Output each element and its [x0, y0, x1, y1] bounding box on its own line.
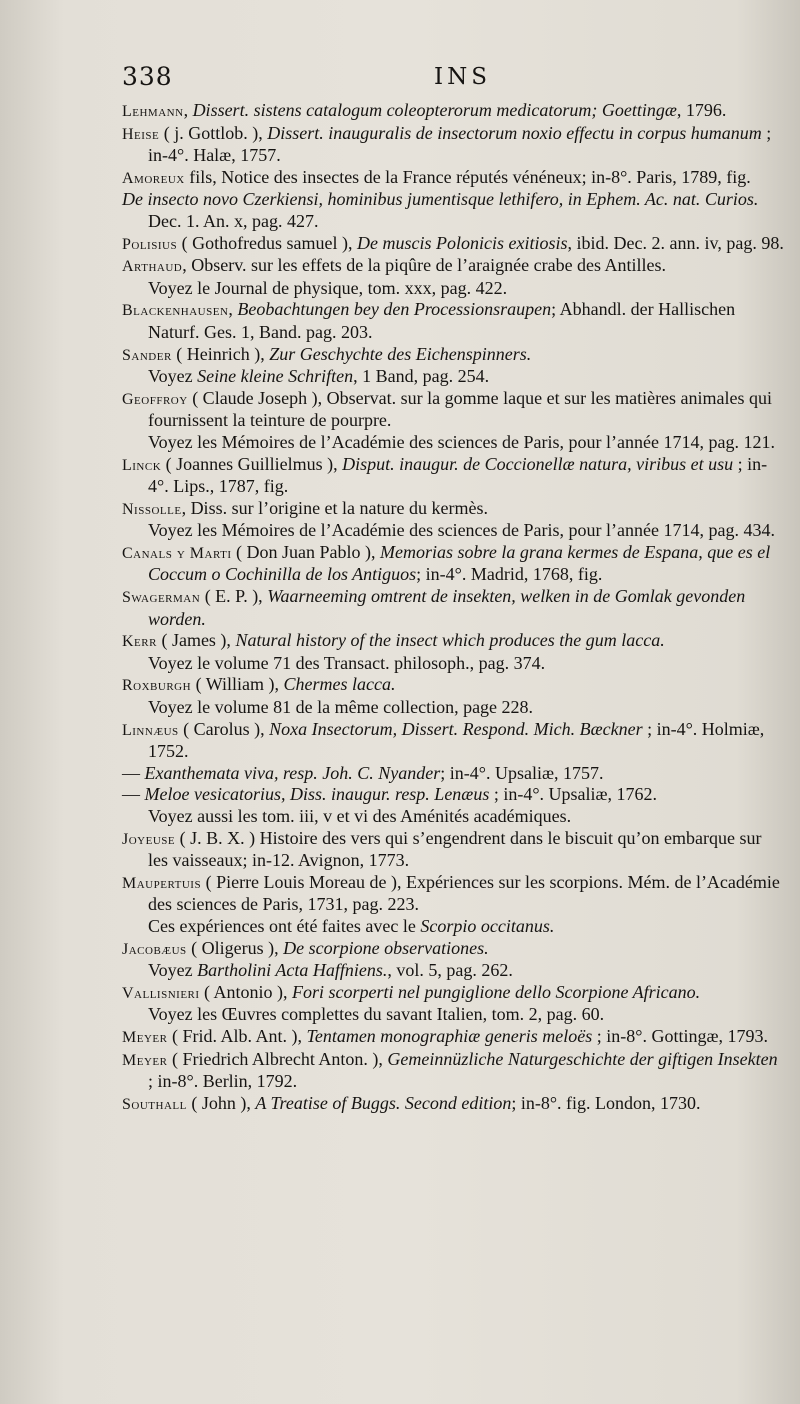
entry-author: Arthaud [122, 258, 183, 276]
entry-text: ( Oligerus ), [186, 937, 284, 958]
page-header [122, 62, 760, 98]
entry-details: , vol. 5, pag. 262. [387, 960, 513, 981]
entry-author: Swagerman [122, 589, 201, 607]
entry-author: Meyer [122, 1051, 168, 1069]
entry-author: Nissolle [122, 500, 182, 518]
bibliography-entry [122, 255, 784, 278]
entry-text: Ces expériences ont été faites avec le [148, 915, 421, 936]
bibliography-entry [122, 1093, 784, 1116]
bibliography-entry [122, 674, 784, 697]
cross-reference-line [122, 697, 784, 719]
cross-reference-line [122, 960, 784, 982]
entry-text: , [183, 100, 193, 120]
entry-details: Voyez le volume 71 des Transact. philosoph., pag. 374. [148, 652, 546, 673]
entry-author: Joyeuse [122, 830, 176, 848]
entry-text: ( J. B. X. ) Histoire des vers qui s’engendrent dans le biscuit qu’on embarque sur les vaisseaux; in-12. Avignon, 1773. [148, 827, 762, 871]
entry-text: fils, Notice des insectes de la France réputés vénéneux; in-8°. Paris, 1789, fig. [184, 166, 751, 187]
bibliography-entry [122, 630, 784, 653]
entry-details: , 1 Band, pag. 254. [353, 366, 490, 387]
entry-title: Waarneeming omtrent de insekten, welken in de Gomlak gevonden worden. [148, 586, 746, 629]
entry-author: Kerr [122, 633, 157, 651]
entry-details: , 1796. [676, 100, 727, 120]
entry-text: ( John ), [186, 1092, 256, 1113]
entry-author: Southall [122, 1095, 187, 1113]
entry-text: Voyez [148, 960, 198, 981]
entry-title: De insecto novo Czerkiensi, hominibus jumentisque lethifero, in Ephem. Ac. nat. Curios. [122, 189, 759, 210]
entry-title: Chermes lacca. [283, 674, 396, 695]
entry-details: ; in-4°. Upsaliæ, 1762. [489, 784, 658, 805]
entry-title: Seine kleine Schriften [197, 366, 354, 387]
entry-text: ( Heinrich ), [171, 343, 270, 364]
entry-title: Fori scorperti nel pungiglione dello Scorpione Africano. [292, 981, 701, 1002]
entry-title: Natural history of the insect which produces the gum lacca. [235, 630, 665, 651]
entry-title: Beobachtungen bey den Processionsraupen [237, 299, 552, 320]
entry-title: Memorias sobre la grana kermes de Espana, que es el Coccum o Cochinilla de los Antiguos [148, 541, 771, 585]
bibliography-entry [122, 299, 784, 343]
entry-title: Disput. inaugur. de Coccionellæ natura, viribus et usu [342, 453, 734, 474]
bibliography-entry [122, 828, 784, 872]
entry-text: Voyez [148, 366, 198, 387]
entry-details: Voyez aussi les tom. iii, v et vi des Aménités académiques. [148, 806, 572, 826]
entry-author: Lehmann [122, 103, 184, 120]
cross-reference-line [122, 653, 784, 675]
entry-details: Voyez les Mémoires de l’Académie des sciences de Paris, pour l’année 1714, pag. 434. [148, 520, 775, 541]
entry-title: Exanthemata viva, resp. Joh. C. Nyander [144, 762, 441, 783]
entry-author: Geoffroy [122, 390, 188, 408]
bibliography-entry [122, 167, 784, 190]
entry-text: ( j. Gottlob. ), [159, 122, 268, 143]
entry-title: De muscis Polonicis exitiosis [357, 232, 568, 253]
bibliography-entry [122, 100, 784, 123]
entry-details: ; in-8°. Berlin, 1792. [148, 1071, 298, 1092]
entry-details: ; in-8°. Gottingæ, 1793. [592, 1025, 768, 1046]
entry-title: Scorpio occitanus. [420, 915, 555, 936]
entry-title: Meloe vesicatorius, Diss. inaugur. resp. Lenæus [144, 784, 490, 805]
entry-author: Vallisnieri [122, 984, 200, 1002]
entry-text: ( Frid. Alb. Ant. ), [167, 1025, 307, 1046]
bibliography-entry [122, 454, 784, 498]
bibliography-entry [122, 982, 784, 1005]
entry-details: Voyez le Journal de physique, tom. xxx, pag. 422. [148, 277, 508, 298]
entry-text: ( Friedrich Albrecht Anton. ), [167, 1048, 388, 1069]
bibliography-entry [122, 344, 784, 367]
entry-text: , Diss. sur l’origine et la nature du kermès. [181, 497, 488, 518]
entry-text: ( E. P. ), [200, 586, 268, 607]
entry-text: , Observ. sur les effets de la piqûre de l’araignée crabe des Antilles. [182, 255, 667, 276]
entry-text: ( William ), [191, 674, 284, 695]
cross-reference-line [122, 366, 784, 388]
cross-reference-line [122, 1004, 784, 1026]
entry-text: — [122, 784, 145, 805]
entry-text: ( Pierre Louis Moreau de ), Expériences sur les scorpions. Mém. de l’Académie des sciences de Paris, 1731, pag. 223. [148, 871, 780, 915]
bibliography-entry [122, 123, 784, 167]
entry-title: De scorpione observationes. [283, 937, 489, 958]
entry-details: Voyez les Œuvres complettes du savant Italien, tom. 2, pag. 60. [148, 1004, 605, 1025]
entry-text: ( Antonio ), [199, 981, 293, 1002]
bibliography-list [122, 100, 784, 1115]
entry-details: , ibid. Dec. 2. ann. iv, pag. 98. [567, 232, 784, 253]
entry-author: Blackenhausen [122, 302, 229, 320]
entry-text: — [122, 762, 145, 783]
cross-reference-line [122, 432, 784, 454]
entry-title: Dissert. inauguralis de insectorum noxio effectu in corpus humanum [267, 122, 762, 143]
entry-text: ( James ), [156, 630, 236, 651]
bibliography-entry [122, 498, 784, 521]
entry-text: ( Joannes Guillielmus ), [161, 453, 343, 474]
entry-details: ; in-4°. Upsaliæ, 1757. [440, 762, 604, 783]
entry-author: Linck [122, 456, 162, 474]
entry-details: ; in-4°. Lips., 1787, fig. [148, 453, 768, 497]
bibliography-entry [122, 233, 784, 256]
entry-author: Amoreux [122, 169, 185, 187]
entry-text: ( Carolus ), [178, 718, 270, 739]
cross-reference-line [122, 806, 784, 828]
bibliography-entry [122, 938, 784, 961]
cross-reference-line [122, 916, 784, 938]
entry-text: ( Claude Joseph ), Observat. sur la gomme laque et sur les matières animales qui fournissent la teinture de pourpre. [148, 387, 773, 431]
page-number: 338 [122, 62, 173, 91]
entry-text: , [228, 299, 238, 320]
cross-reference-line [122, 520, 784, 542]
bibliography-entry [122, 388, 784, 432]
bibliography-entry [122, 872, 784, 916]
bibliography-entry [122, 784, 784, 806]
bibliography-entry [122, 542, 784, 586]
entry-author: Maupertuis [122, 874, 202, 892]
entry-title: Noxa Insectorum, Dissert. Respond. Mich. Bæckner [269, 718, 643, 739]
entry-details: ; in-4°. Halæ, 1757. [148, 122, 772, 166]
entry-title: A Treatise of Buggs. Second edition [255, 1092, 512, 1113]
running-head: INS [434, 64, 491, 90]
entry-title: Gemeinnüzliche Naturgeschichte der giftigen Insekten [387, 1048, 778, 1069]
entry-author: Meyer [122, 1028, 168, 1046]
entry-text: ( Don Juan Pablo ), [231, 541, 380, 562]
entry-title: Dissert. sistens catalogum coleopterorum medicatorum; Goettingæ [192, 100, 677, 120]
entry-title: Bartholini Acta Haffniens. [197, 960, 388, 981]
bibliography-entry [122, 719, 784, 763]
entry-details: ; in-4°. Holmiæ, 1752. [148, 718, 765, 762]
entry-author: Roxburgh [122, 677, 192, 695]
bibliography-entry [122, 763, 784, 785]
bibliography-entry [122, 1026, 784, 1049]
bibliography-entry [122, 586, 784, 630]
entry-author: Canals y Marti [122, 544, 232, 562]
entry-details: ; in-4°. Madrid, 1768, fig. [416, 564, 603, 585]
entry-text: ( Gothofredus samuel ), [177, 232, 358, 253]
entry-author: Linnæus [122, 721, 179, 739]
entry-title: Tentamen monographiæ generis meloës [306, 1025, 593, 1046]
entry-author: Jacobæus [122, 940, 187, 958]
entry-author: Polisius [122, 235, 178, 253]
entry-details: ; in-8°. fig. London, 1730. [511, 1092, 701, 1113]
entry-details: Voyez les Mémoires de l’Académie des sciences de Paris, pour l’année 1714, pag. 121. [148, 431, 775, 452]
bibliography-entry [122, 1049, 784, 1093]
bibliography-entry [122, 189, 784, 232]
entry-details: Voyez le volume 81 de la même collection, page 228. [148, 697, 534, 718]
entry-details: Dec. 1. An. x, pag. 427. [148, 210, 319, 231]
entry-details: ; Abhandl. der Hallischen Naturf. Ges. 1, Band. pag. 203. [148, 299, 736, 342]
entry-author: Sander [122, 346, 172, 364]
entry-title: Zur Geschychte des Eichenspinners. [269, 343, 532, 364]
cross-reference-line [122, 278, 784, 300]
entry-author: Heise [122, 125, 160, 143]
